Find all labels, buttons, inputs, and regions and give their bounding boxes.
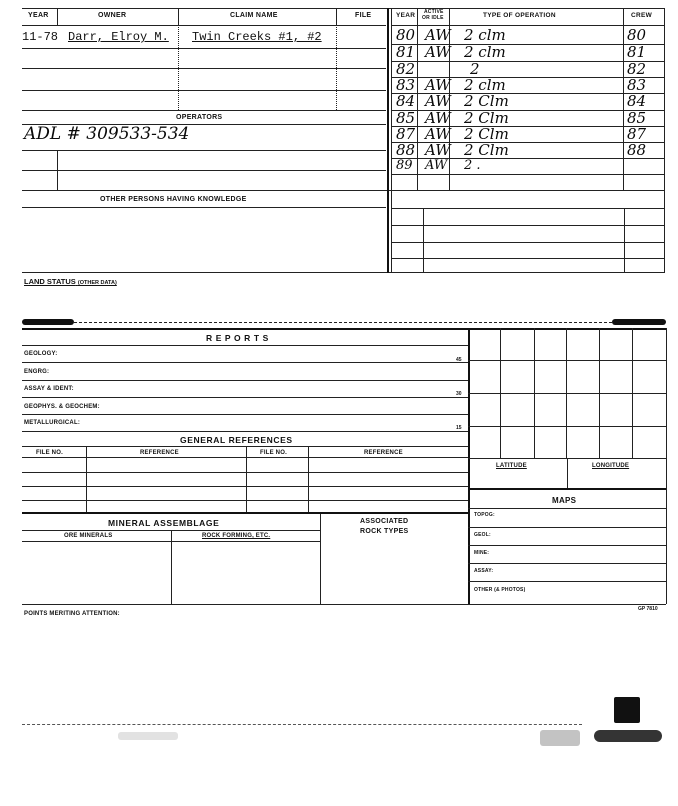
ore-minerals-header: ORE MINERALS	[64, 533, 113, 539]
activity-status: AW	[425, 76, 451, 94]
activity-year: 82	[396, 60, 416, 78]
activity-year: 88	[396, 141, 416, 159]
activity-crew: 84	[627, 92, 647, 110]
activity-type: 2	[470, 60, 480, 78]
operators-heading: OPERATORS	[176, 114, 223, 121]
other-persons-heading: OTHER PERSONS HAVING KNOWLEDGE	[100, 196, 247, 203]
claim-owner: Darr, Elroy M.	[68, 30, 169, 44]
map-item: MINE:	[474, 550, 490, 556]
report-label: GEOPHYS. & GEOCHEM:	[24, 404, 100, 410]
activity-year: 83	[396, 76, 416, 94]
general-references-heading: GENERAL REFERENCES	[180, 435, 293, 445]
report-num: 15	[456, 425, 462, 431]
activity-crew: 80	[627, 26, 647, 44]
reports-heading: R E P O R T S	[206, 333, 269, 343]
claim-name: Twin Creeks #1, #2	[192, 30, 322, 44]
activity-status: AW	[425, 158, 448, 173]
activity-year: 81	[396, 43, 416, 61]
activity-year: 87	[396, 125, 416, 143]
map-item: TOPOG:	[474, 512, 495, 518]
activity-crew: 87	[627, 125, 647, 143]
type-of-operation-header: TYPE OF OPERATION	[483, 12, 556, 19]
activity-crew: 85	[627, 109, 647, 127]
ref-col-file-no: FILE NO.	[260, 450, 287, 456]
activity-year: 89	[396, 158, 413, 173]
report-label: GEOLOGY:	[24, 351, 58, 357]
file-header: FILE	[355, 12, 372, 19]
report-label: ASSAY & IDENT:	[24, 386, 74, 392]
maps-heading: MAPS	[552, 496, 577, 505]
scan-mark	[614, 697, 640, 723]
activity-status: AW	[425, 92, 451, 110]
longitude-label: LONGITUDE	[592, 463, 630, 469]
land-status-label: LAND STATUS	[24, 277, 76, 286]
owner-header: OWNER	[98, 12, 127, 19]
activity-type: 2 clm	[464, 26, 506, 44]
ref-col-file-no: FILE NO.	[36, 450, 63, 456]
claim-name-header: CLAIM NAME	[230, 12, 278, 19]
activity-year: 80	[396, 26, 416, 44]
points-meriting-attention-label: POINTS MERITING ATTENTION:	[24, 611, 120, 617]
ref-col-reference: REFERENCE	[140, 450, 179, 456]
activity-status: AW	[425, 125, 451, 143]
activity-type: 2 clm	[464, 43, 506, 61]
ref-col-reference: REFERENCE	[364, 450, 403, 456]
scan-mark	[118, 732, 178, 740]
activity-status: AW	[425, 43, 451, 61]
activity-crew: 88	[627, 141, 647, 159]
scan-mark	[540, 730, 580, 746]
claim-date: 11-78	[22, 30, 59, 44]
activity-active-header: ACTIVE	[424, 9, 444, 15]
activity-year: 85	[396, 109, 416, 127]
report-label: METALLURGICAL:	[24, 420, 81, 426]
operators-entry: ADL # 309533-534	[24, 124, 190, 144]
activity-type: 2 Clm	[464, 92, 509, 110]
associated-rock-types-line2: ROCK TYPES	[360, 528, 409, 535]
activity-status: AW	[425, 109, 451, 127]
activity-type: 2 .	[464, 158, 481, 173]
activity-type: 2 Clm	[464, 125, 509, 143]
activity-year-header: YEAR	[396, 12, 416, 19]
mineral-assemblage-heading: MINERAL ASSEMBLAGE	[108, 518, 220, 528]
map-item: GEOL:	[474, 532, 491, 538]
activity-status: AW	[425, 141, 451, 159]
activity-crew: 82	[627, 60, 647, 78]
activity-crew: 81	[627, 43, 647, 61]
activity-status: AW	[425, 26, 451, 44]
map-item: OTHER (& PHOTOS)	[474, 587, 526, 593]
activity-type: 2 Clm	[464, 141, 509, 159]
activity-year: 84	[396, 92, 416, 110]
activity-type: 2 clm	[464, 76, 506, 94]
scan-mark	[594, 730, 662, 742]
crew-header: CREW	[631, 12, 653, 19]
associated-rock-types-line1: ASSOCIATED	[360, 518, 409, 525]
scan-mark	[612, 319, 666, 325]
latitude-label: LATITUDE	[496, 463, 527, 469]
scan-mark	[22, 319, 74, 325]
activity-crew: 83	[627, 76, 647, 94]
year-header: YEAR	[28, 12, 49, 19]
land-status-sub: (OTHER DATA)	[77, 280, 117, 286]
form-code: GP 7810	[638, 606, 658, 612]
activity-idle-header: OR IDLE	[422, 15, 444, 21]
report-num: 45	[456, 357, 462, 363]
activity-type: 2 Clm	[464, 109, 509, 127]
map-item: ASSAY:	[474, 568, 494, 574]
report-num: 30	[456, 391, 462, 397]
report-label: ENGRG:	[24, 369, 50, 375]
rock-forming-header: ROCK FORMING, ETC.	[202, 533, 271, 539]
